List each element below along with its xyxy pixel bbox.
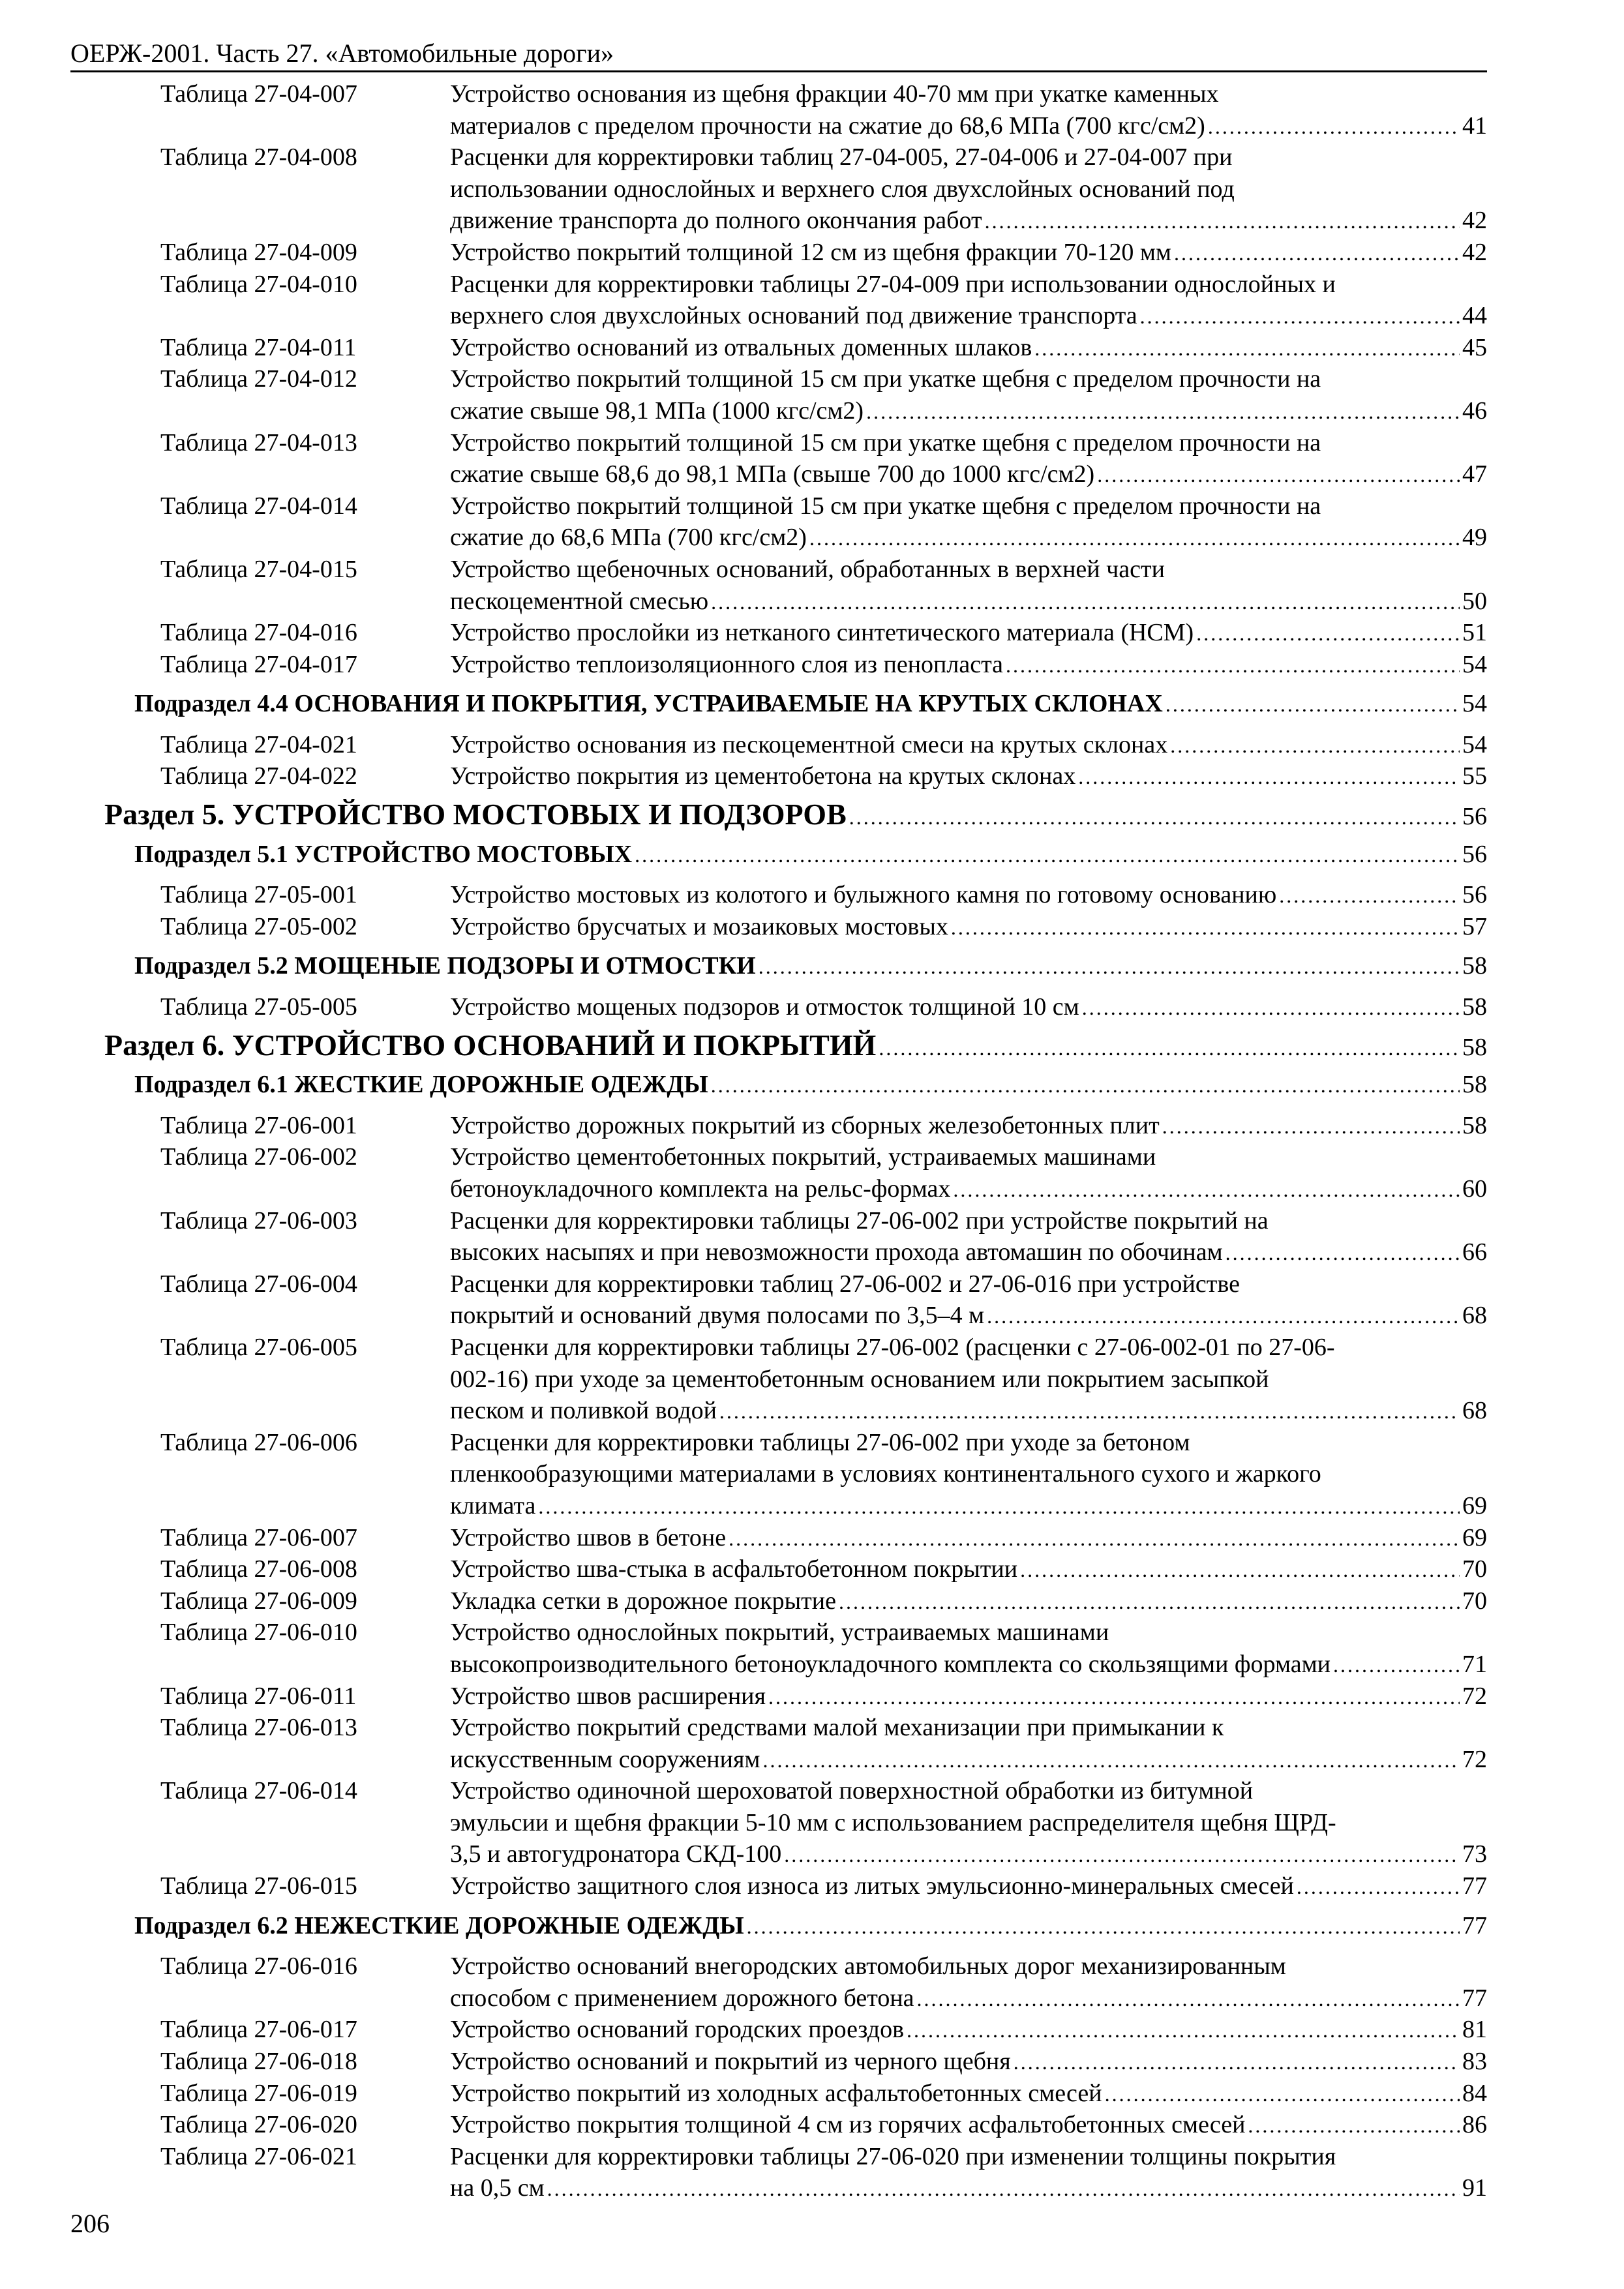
toc-entry[interactable] — [104, 1617, 1487, 1680]
toc-section-heading[interactable] — [104, 799, 1487, 831]
dot-leader — [1279, 880, 1460, 912]
toc-entry-title-line: Устройство покрытий толщиной 12 см из щебня фракции 70-120 мм — [450, 238, 1171, 266]
toc-entry[interactable] — [104, 1268, 1487, 1332]
toc-entry-page: 42 — [1462, 207, 1487, 235]
toc-heading-title: Раздел 6. УСТРОЙСТВО ОСНОВАНИЙ И ПОКРЫТИЙ — [104, 1028, 877, 1062]
toc-entry-title-line: покрытий и оснований двумя полосами по 3,5–4 м — [450, 1302, 985, 1330]
toc-entry-page: 54 — [1462, 650, 1487, 678]
dot-leader — [917, 1983, 1460, 2015]
running-header: ОЕРЖ-2001. Часть 27. «Автомобильные дороги» — [70, 37, 1487, 72]
dot-leader — [711, 586, 1460, 618]
toc-entry[interactable] — [104, 617, 1487, 649]
toc-heading-title: Подраздел 4.4 ОСНОВАНИЯ И ПОКРЫТИЯ, УСТРАИВАЕМЫЕ НА КРУТЫХ СКЛОНАХ — [134, 690, 1163, 718]
toc-entry-code: Таблица 27-04-022 — [160, 762, 357, 790]
toc-entry-page: 57 — [1462, 912, 1487, 940]
toc-entry-title-line: Устройство оснований внегородских автомобильных дорог механизированным — [450, 1952, 1286, 1981]
toc-entry-code: Таблица 27-06-010 — [160, 1619, 357, 1647]
toc-entry[interactable] — [104, 729, 1487, 761]
toc-entry-code: Таблица 27-06-019 — [160, 2079, 357, 2107]
dot-leader — [1014, 2046, 1460, 2078]
toc-entry-page: 66 — [1462, 1238, 1487, 1266]
toc-entry-page: 69 — [1462, 1523, 1487, 1551]
toc-entry-title-line: материалов с пределом прочности на сжатие до 68,6 МПа (700 кгс/см2) — [450, 112, 1205, 140]
toc-entry-code: Таблица 27-06-003 — [160, 1206, 357, 1234]
toc-entry-title-line: Устройство оснований и покрытий из черного щебня — [450, 2048, 1011, 2076]
toc-entry-title-line: сжатие свыше 68,6 до 98,1 МПа (свыше 700 до 1000 кгс/см2) — [450, 460, 1095, 488]
toc-entry-title-line: Устройство покрытий толщиной 15 см при укатке щебня с пределом прочности на — [450, 492, 1321, 520]
dot-leader — [1105, 2078, 1460, 2110]
toc-entry[interactable] — [104, 490, 1487, 554]
toc-entry-page: 72 — [1462, 1745, 1487, 1773]
toc-heading-title: Подраздел 5.2 МОЩЕНЫЕ ПОДЗОРЫ И ОТМОСТКИ — [134, 952, 756, 980]
toc-entry-title-line: 002-16) при уходе за цементобетонным основанием или покрытием засыпкой — [450, 1365, 1269, 1393]
dot-leader — [1248, 2110, 1460, 2142]
toc-entry-page: 70 — [1462, 1555, 1487, 1583]
toc-heading-page: 54 — [1462, 690, 1487, 718]
toc-section-heading[interactable] — [104, 1030, 1487, 1062]
dot-leader — [729, 1523, 1460, 1555]
dot-leader — [1174, 237, 1460, 269]
dot-leader — [953, 1174, 1460, 1206]
toc-entry-code: Таблица 27-05-002 — [160, 912, 357, 940]
toc-entry[interactable] — [104, 1110, 1487, 1142]
toc-entry-page: 47 — [1462, 460, 1487, 488]
toc-subsection-heading[interactable] — [104, 839, 1487, 871]
dot-leader — [784, 1839, 1460, 1871]
toc-entry-page: 69 — [1462, 1491, 1487, 1519]
toc-entry-title-line: Расценки для корректировки таблицы 27-06-020 при изменении толщины покрытия — [450, 2142, 1336, 2170]
toc-entry-title-line: Расценки для корректировки таблиц 27-04-005, 27-04-006 и 27-04-007 при — [450, 143, 1233, 172]
dot-leader — [547, 2173, 1460, 2205]
toc-heading-page: 58 — [1462, 1071, 1487, 1099]
toc-entry-title-line: Устройство однослойных покрытий, устраиваемых машинами — [450, 1619, 1109, 1647]
toc-subsection-heading[interactable] — [104, 950, 1487, 982]
toc-entry-page: 51 — [1462, 619, 1487, 647]
toc-entry-title-line: Устройство покрытий толщиной 15 см при укатке щебня с пределом прочности на — [450, 365, 1321, 393]
toc-entry[interactable] — [104, 649, 1487, 681]
toc-heading-title: Подраздел 6.1 ЖЕСТКИЕ ДОРОЖНЫЕ ОДЕЖДЫ — [134, 1071, 708, 1099]
dot-leader — [951, 912, 1460, 944]
toc-entry-title-line: Расценки для корректировки таблицы 27-06-002 при устройстве покрытий на — [450, 1206, 1269, 1234]
toc-entry-title-line: высоких насыпях и при невозможности прохода автомашин по обочинам — [450, 1238, 1223, 1266]
dot-leader — [839, 1586, 1460, 1618]
dot-leader — [987, 1300, 1460, 1332]
dot-leader — [1196, 618, 1460, 650]
toc-entry-title-line: Устройство мощеных подзоров и отмосток толщиной 10 см — [450, 993, 1079, 1021]
toc-entry-title-line: Устройство покрытий толщиной 15 см при укатке щебня с пределом прочности на — [450, 428, 1321, 456]
toc-entry-title-line: Устройство покрытий из холодных асфальтобетонных смесей — [450, 2079, 1102, 2107]
toc-heading-title: Раздел 5. УСТРОЙСТВО МОСТОВЫХ И ПОДЗОРОВ — [104, 798, 847, 831]
toc-entry[interactable] — [104, 1775, 1487, 1870]
toc-entry-title-line: Устройство мостовых из колотого и булыжного камня по готовому основанию — [450, 881, 1277, 909]
toc-entry[interactable] — [104, 269, 1487, 332]
toc-entry-code: Таблица 27-04-015 — [160, 555, 357, 583]
dot-leader — [1165, 689, 1460, 721]
toc-entry[interactable] — [104, 1585, 1487, 1617]
toc-entry-code: Таблица 27-04-007 — [160, 80, 357, 108]
toc-entry-page: 45 — [1462, 333, 1487, 361]
toc-entry-code: Таблица 27-04-021 — [160, 730, 357, 758]
toc-entry[interactable] — [104, 1522, 1487, 1554]
table-of-contents — [104, 78, 1487, 2204]
toc-entry-code: Таблица 27-06-007 — [160, 1523, 357, 1551]
toc-entry-title-line: Устройство покрытий средствами малой механизации при примыкании к — [450, 1714, 1224, 1742]
toc-entry[interactable] — [104, 879, 1487, 911]
toc-entry-title-line: пленкообразующими материалами в условиях континентального сухого и жаркого — [450, 1460, 1321, 1488]
toc-entry[interactable] — [104, 142, 1487, 237]
toc-entry[interactable] — [104, 363, 1487, 426]
page-number: 206 — [70, 2209, 110, 2238]
dot-leader — [1226, 1237, 1460, 1269]
toc-entry-title-line: Устройство теплоизоляционного слоя из пенопласта — [450, 650, 1004, 678]
toc-entry-title-line: Устройство брусчатых и мозаиковых мостовых — [450, 912, 948, 940]
toc-entry-title-line: Устройство швов в бетоне — [450, 1523, 727, 1551]
toc-heading-title: Подраздел 6.2 НЕЖЕСТКИЕ ДОРОЖНЫЕ ОДЕЖДЫ — [134, 1911, 744, 1939]
toc-entry[interactable] — [104, 1681, 1487, 1713]
toc-entry-title-line: на 0,5 см — [450, 2174, 545, 2202]
toc-entry[interactable] — [104, 2046, 1487, 2078]
toc-entry-title-line: Устройство основания из щебня фракции 40-70 мм при укатке каменных — [450, 80, 1219, 108]
toc-entry-title-line: бетоноукладочного комплекта на рельс-формах — [450, 1175, 951, 1203]
toc-entry-title-line: способом с применением дорожного бетона — [450, 1984, 914, 2012]
toc-entry-title-line: использовании однослойных и верхнего слоя двухслойных оснований под — [450, 175, 1235, 203]
toc-entry[interactable] — [104, 991, 1487, 1023]
toc-entry-title-line: Расценки для корректировки таблицы 27-06-002 (расценки с 27-06-002-01 по 27-06- — [450, 1333, 1335, 1361]
toc-entry-page: 46 — [1462, 396, 1487, 425]
toc-heading-page: 58 — [1462, 1033, 1487, 1061]
toc-entry[interactable] — [104, 2078, 1487, 2110]
toc-entry-code: Таблица 27-04-013 — [160, 428, 357, 456]
toc-entry-code: Таблица 27-04-011 — [160, 333, 357, 361]
toc-entry-title-line: Устройство покрытия из цементобетона на крутых склонах — [450, 762, 1076, 790]
toc-entry-code: Таблица 27-04-008 — [160, 143, 357, 172]
toc-entry-code: Таблица 27-06-001 — [160, 1111, 357, 1139]
toc-entry-title-line: Устройство цементобетонных покрытий, устраиваемых машинами — [450, 1143, 1156, 1171]
toc-entry-page: 56 — [1462, 881, 1487, 909]
toc-entry[interactable] — [104, 1870, 1487, 1902]
toc-entry-code: Таблица 27-06-004 — [160, 1270, 357, 1298]
toc-heading-page: 58 — [1462, 952, 1487, 980]
toc-entry-title-line: Устройство прослойки из нетканого синтетического материала (НСМ) — [450, 619, 1194, 647]
toc-entry-title-line: Расценки для корректировки таблиц 27-06-002 и 27-06-016 при устройстве — [450, 1270, 1240, 1298]
dot-leader — [1082, 992, 1460, 1024]
dot-leader — [985, 205, 1460, 237]
toc-entry[interactable] — [104, 760, 1487, 792]
toc-entry-page: 42 — [1462, 238, 1487, 266]
toc-entry-title-line: Устройство оснований городских проездов — [450, 2016, 905, 2044]
toc-entry[interactable] — [104, 2109, 1487, 2141]
toc-entry-page: 60 — [1462, 1175, 1487, 1203]
toc-entry-page: 77 — [1462, 1872, 1487, 1900]
toc-entry-title-line: 3,5 и автогудронатора СКД-100 — [450, 1840, 782, 1868]
toc-entry-page: 84 — [1462, 2079, 1487, 2107]
toc-entry-code: Таблица 27-06-002 — [160, 1143, 357, 1171]
toc-entry-code: Таблица 27-06-005 — [160, 1333, 357, 1361]
toc-entry-title-line: сжатие свыше 98,1 МПа (1000 кгс/см2) — [450, 396, 864, 425]
toc-entry-page: 91 — [1462, 2174, 1487, 2202]
toc-entry-page: 50 — [1462, 587, 1487, 615]
dot-leader — [719, 1396, 1460, 1428]
toc-entry-page: 81 — [1462, 2016, 1487, 2044]
toc-entry-code: Таблица 27-06-006 — [160, 1428, 357, 1456]
toc-subsection-heading[interactable] — [104, 1069, 1487, 1101]
dot-leader — [879, 1032, 1460, 1064]
toc-entry-code: Таблица 27-04-010 — [160, 270, 357, 298]
toc-entry-page: 54 — [1462, 730, 1487, 758]
toc-entry-code: Таблица 27-04-017 — [160, 650, 357, 678]
toc-heading-title: Подраздел 5.1 УСТРОЙСТВО МОСТОВЫХ — [134, 840, 633, 868]
toc-entry-title-line: Устройство защитного слоя износа из литых эмульсионно-минеральных смесей — [450, 1872, 1294, 1900]
toc-entry[interactable] — [104, 1951, 1487, 2014]
dot-leader — [866, 396, 1460, 428]
toc-entry-page: 83 — [1462, 2048, 1487, 2076]
dot-leader — [1208, 111, 1460, 143]
dot-leader — [1097, 459, 1460, 491]
dot-leader — [1333, 1649, 1460, 1681]
toc-subsection-heading[interactable] — [104, 1910, 1487, 1942]
toc-entry-title-line: искусственным сооружениям — [450, 1745, 760, 1773]
toc-entry-code: Таблица 27-06-015 — [160, 1872, 357, 1900]
toc-subsection-heading[interactable] — [104, 688, 1487, 720]
toc-entry-page: 77 — [1462, 1984, 1487, 2012]
toc-entry-code: Таблица 27-04-009 — [160, 238, 357, 266]
toc-entry-code: Таблица 27-06-020 — [160, 2111, 357, 2139]
toc-entry-page: 41 — [1462, 112, 1487, 140]
toc-entry-title-line: Расценки для корректировки таблицы 27-04-009 при использовании однослойных и — [450, 270, 1336, 298]
dot-leader — [635, 839, 1460, 871]
toc-entry-page: 70 — [1462, 1587, 1487, 1615]
dot-leader — [1140, 301, 1460, 333]
dot-leader — [1297, 1871, 1460, 1903]
toc-entry[interactable] — [104, 1712, 1487, 1775]
dot-leader — [809, 522, 1460, 554]
toc-entry-title-line: Устройство одиночной шероховатой поверхностной обработки из битумной — [450, 1777, 1254, 1805]
toc-entry-title-line: Устройство основания из пескоцементной смеси на крутых склонах — [450, 730, 1168, 758]
toc-entry-title-line: климата — [450, 1491, 536, 1519]
toc-entry-code: Таблица 27-06-016 — [160, 1952, 357, 1981]
toc-heading-page: 56 — [1462, 840, 1487, 868]
toc-entry[interactable] — [104, 1141, 1487, 1204]
dot-leader — [759, 951, 1460, 983]
toc-entry-code: Таблица 27-06-011 — [160, 1682, 357, 1710]
toc-entry-page: 68 — [1462, 1397, 1487, 1425]
toc-entry-title-line: Устройство покрытия толщиной 4 см из горячих асфальтобетонных смесей — [450, 2111, 1246, 2139]
toc-entry-title-line: высокопроизводительного бетоноукладочного комплекта со скользящими формами — [450, 1650, 1331, 1678]
dot-leader — [1162, 1111, 1460, 1143]
toc-entry-page: 68 — [1462, 1302, 1487, 1330]
toc-entry-title-line: Устройство оснований из отвальных доменных шлаков — [450, 333, 1032, 361]
toc-heading-page: 56 — [1462, 803, 1487, 831]
dot-leader — [1020, 1554, 1460, 1586]
toc-entry[interactable] — [104, 332, 1487, 364]
toc-entry-title-line: верхнего слоя двухслойных оснований под движение транспорта — [450, 302, 1137, 330]
toc-entry-title-line: Укладка сетки в дорожное покрытие — [450, 1587, 836, 1615]
toc-entry-title-line: Устройство щебеночных оснований, обработанных в верхней части — [450, 555, 1165, 583]
toc-entry-code: Таблица 27-06-018 — [160, 2048, 357, 2076]
toc-heading-page: 77 — [1462, 1911, 1487, 1939]
toc-entry-page: 58 — [1462, 993, 1487, 1021]
toc-entry-page: 55 — [1462, 762, 1487, 790]
toc-entry-page: 44 — [1462, 302, 1487, 330]
dot-leader — [1170, 730, 1460, 762]
toc-entry[interactable] — [104, 78, 1487, 142]
toc-entry-title-line: Устройство швов расширения — [450, 1682, 766, 1710]
toc-entry-code: Таблица 27-06-021 — [160, 2142, 357, 2170]
dot-leader — [711, 1070, 1460, 1101]
toc-entry-code: Таблица 27-06-009 — [160, 1587, 357, 1615]
dot-leader — [747, 1911, 1460, 1943]
dot-leader — [1006, 650, 1460, 681]
toc-entry-page: 71 — [1462, 1650, 1487, 1678]
toc-entry[interactable] — [104, 237, 1487, 269]
toc-entry-title-line: Устройство дорожных покрытий из сборных железобетонных плит — [450, 1111, 1160, 1139]
toc-entry-code: Таблица 27-05-001 — [160, 881, 357, 909]
toc-entry-code: Таблица 27-06-008 — [160, 1555, 357, 1583]
toc-entry-title-line: сжатие до 68,6 МПа (700 кгс/см2) — [450, 524, 807, 552]
dot-leader — [762, 1744, 1460, 1776]
dot-leader — [538, 1491, 1460, 1523]
dot-leader — [849, 801, 1460, 833]
toc-entry[interactable] — [104, 554, 1487, 617]
dot-leader — [1078, 761, 1460, 793]
toc-entry-title-line: песком и поливкой водой — [450, 1397, 717, 1425]
toc-entry-code: Таблица 27-04-016 — [160, 619, 357, 647]
toc-entry-title-line: движение транспорта до полного окончания работ — [450, 207, 982, 235]
toc-entry-page: 72 — [1462, 1682, 1487, 1710]
dot-leader — [768, 1681, 1460, 1713]
toc-entry-code: Таблица 27-06-017 — [160, 2016, 357, 2044]
toc-entry[interactable] — [104, 2141, 1487, 2204]
toc-entry[interactable] — [104, 911, 1487, 943]
toc-entry-title-line: эмульсии и щебня фракции 5-10 мм с использованием распределителя щебня ЩРД- — [450, 1808, 1336, 1836]
toc-entry-code: Таблица 27-04-012 — [160, 365, 357, 393]
toc-entry-code: Таблица 27-05-005 — [160, 993, 357, 1021]
toc-entry-code: Таблица 27-06-013 — [160, 1714, 357, 1742]
toc-entry-title-line: Расценки для корректировки таблицы 27-06-002 при уходе за бетоном — [450, 1428, 1190, 1456]
toc-entry-title-line: Устройство шва-стыка в асфальтобетонном покрытии — [450, 1555, 1018, 1583]
toc-entry-page: 58 — [1462, 1111, 1487, 1139]
toc-entry-page: 73 — [1462, 1840, 1487, 1868]
toc-entry[interactable] — [104, 1427, 1487, 1522]
toc-entry-page: 86 — [1462, 2111, 1487, 2139]
toc-entry[interactable] — [104, 427, 1487, 490]
toc-entry-code: Таблица 27-04-014 — [160, 492, 357, 520]
toc-entry[interactable] — [104, 1553, 1487, 1585]
toc-entry[interactable] — [104, 2014, 1487, 2046]
toc-entry-title-line: пескоцементной смесью — [450, 587, 709, 615]
dot-leader — [1034, 333, 1460, 365]
toc-entry[interactable] — [104, 1332, 1487, 1427]
dot-leader — [907, 2014, 1460, 2046]
toc-entry[interactable] — [104, 1205, 1487, 1268]
toc-entry-page: 49 — [1462, 524, 1487, 552]
toc-entry-code: Таблица 27-06-014 — [160, 1777, 357, 1805]
